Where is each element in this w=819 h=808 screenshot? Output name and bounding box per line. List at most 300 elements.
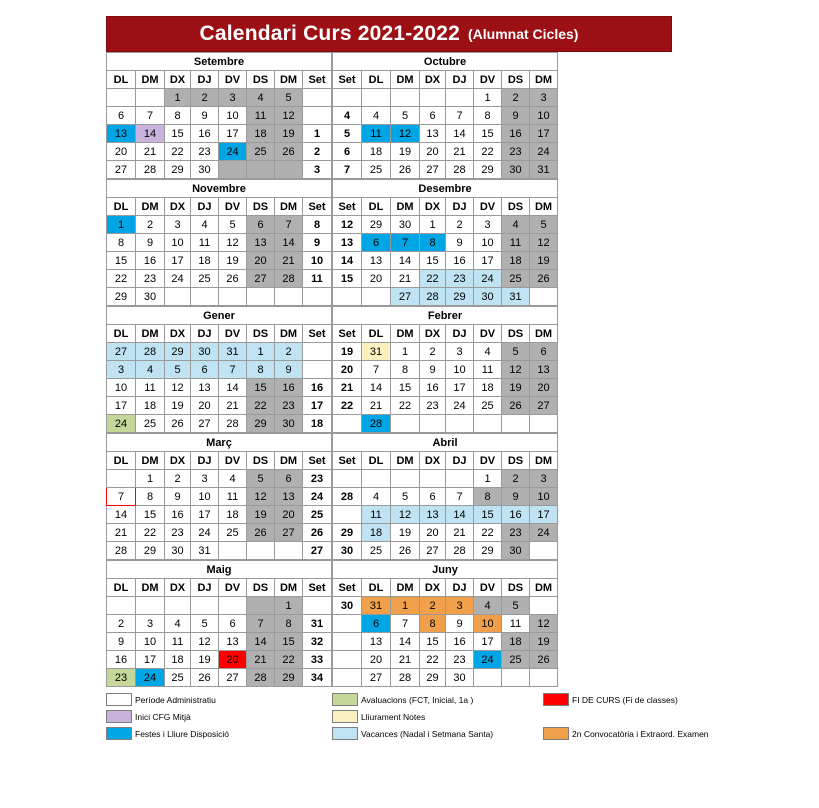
day-cell: 4	[165, 615, 191, 633]
week-row	[107, 615, 332, 633]
day-cell: 8	[420, 234, 446, 252]
day-header-dx-2: DX	[165, 198, 191, 216]
day-cell: 23	[275, 397, 303, 415]
day-cell	[219, 161, 247, 179]
day-cell: 10	[530, 488, 558, 506]
day-cell: 20	[362, 651, 391, 669]
day-cell	[191, 597, 219, 615]
day-cell: 26	[275, 143, 303, 161]
day-cell	[502, 415, 530, 433]
week-row	[333, 379, 558, 397]
day-cell: 6	[275, 470, 303, 488]
week-row	[107, 379, 332, 397]
day-cell	[474, 415, 502, 433]
day-header-ds-5: DS	[247, 71, 275, 89]
day-cell: 12	[219, 234, 247, 252]
legend-swatch	[106, 727, 132, 740]
day-cell: 25	[502, 651, 530, 669]
day-cell: 20	[420, 524, 446, 542]
day-cell: 8	[165, 107, 191, 125]
week-row	[107, 343, 332, 361]
day-cell: 4	[502, 216, 530, 234]
day-header-dm-6: DM	[275, 452, 303, 470]
day-cell	[275, 542, 303, 560]
day-header-dm-6: DM	[275, 579, 303, 597]
day-header-dj-3: DJ	[446, 325, 474, 343]
week-row	[333, 397, 558, 415]
week-row	[107, 234, 332, 252]
day-cell: 13	[107, 125, 136, 143]
title-subtitle: (Alumnat Cicles)	[467, 26, 579, 42]
day-cell: 16	[420, 379, 446, 397]
week-row	[333, 161, 558, 179]
week-number	[303, 288, 332, 306]
day-cell: 25	[165, 669, 191, 687]
day-header-dv-4: DV	[219, 71, 247, 89]
day-cell: 3	[107, 361, 136, 379]
day-cell: 13	[219, 633, 247, 651]
day-cell	[136, 597, 165, 615]
week-row	[333, 288, 558, 306]
day-cell	[107, 89, 136, 107]
day-cell: 24	[530, 524, 558, 542]
day-cell: 7	[219, 361, 247, 379]
day-cell: 30	[446, 669, 474, 687]
week-row	[107, 361, 332, 379]
day-cell: 12	[165, 379, 191, 397]
day-cell: 27	[247, 270, 275, 288]
title-text: Calendari Curs 2021-2022	[199, 22, 460, 45]
day-cell: 2	[275, 343, 303, 361]
week-number: 31	[303, 615, 332, 633]
day-cell: 31	[362, 597, 391, 615]
day-cell	[247, 288, 275, 306]
week-number: 2	[303, 143, 332, 161]
week-number	[333, 470, 362, 488]
month-table-octubre	[332, 52, 558, 179]
day-cell	[165, 597, 191, 615]
day-header-dv-4: DV	[219, 452, 247, 470]
day-cell: 19	[530, 633, 558, 651]
day-cell: 3	[446, 343, 474, 361]
month-table-abril	[332, 433, 558, 560]
day-header-dm-6: DM	[530, 579, 558, 597]
day-cell: 5	[391, 107, 420, 125]
month-table-gener	[106, 306, 332, 433]
day-cell: 14	[107, 506, 136, 524]
day-cell: 28	[446, 161, 474, 179]
day-cell: 12	[247, 488, 275, 506]
day-cell: 5	[530, 216, 558, 234]
week-row	[107, 89, 332, 107]
day-cell: 22	[165, 143, 191, 161]
week-row	[107, 669, 332, 687]
legend-swatch	[106, 710, 132, 723]
day-cell	[191, 288, 219, 306]
day-cell	[165, 288, 191, 306]
day-cell: 11	[362, 506, 391, 524]
week-row	[333, 234, 558, 252]
week-number	[333, 288, 362, 306]
day-header-dv-4: DV	[474, 325, 502, 343]
day-cell: 24	[219, 143, 247, 161]
day-cell: 15	[391, 379, 420, 397]
day-cell: 27	[107, 343, 136, 361]
day-cell: 29	[474, 542, 502, 560]
day-cell: 4	[191, 216, 219, 234]
day-cell: 10	[165, 234, 191, 252]
day-cell: 28	[247, 669, 275, 687]
day-cell: 27	[530, 397, 558, 415]
day-cell: 31	[219, 343, 247, 361]
week-number: 19	[333, 343, 362, 361]
day-cell: 7	[391, 615, 420, 633]
day-header-dl-0: DL	[107, 325, 136, 343]
day-cell: 14	[391, 633, 420, 651]
day-cell: 25	[362, 161, 391, 179]
day-cell: 22	[420, 651, 446, 669]
week-number: 14	[333, 252, 362, 270]
day-cell: 11	[474, 361, 502, 379]
day-cell: 26	[502, 397, 530, 415]
day-cell: 17	[530, 506, 558, 524]
week-row	[333, 615, 558, 633]
day-cell	[362, 288, 391, 306]
day-cell: 6	[219, 615, 247, 633]
day-header-dj-3: DJ	[191, 325, 219, 343]
day-cell: 13	[247, 234, 275, 252]
week-row	[333, 216, 558, 234]
day-header-dx-2: DX	[420, 579, 446, 597]
month-band	[106, 306, 672, 433]
day-cell: 19	[247, 506, 275, 524]
day-cell: 16	[502, 506, 530, 524]
day-header-dm-6: DM	[530, 71, 558, 89]
day-cell	[420, 89, 446, 107]
day-cell: 8	[474, 107, 502, 125]
day-cell: 18	[362, 143, 391, 161]
day-cell: 5	[247, 470, 275, 488]
day-header-dj-3: DJ	[191, 198, 219, 216]
day-header-dl-0: DL	[107, 198, 136, 216]
day-header-dx-2: DX	[165, 452, 191, 470]
week-row	[107, 125, 332, 143]
day-header-dv-4: DV	[219, 325, 247, 343]
day-cell: 21	[107, 524, 136, 542]
day-cell: 21	[446, 143, 474, 161]
day-cell: 18	[362, 524, 391, 542]
day-cell: 30	[165, 542, 191, 560]
day-cell: 14	[362, 379, 391, 397]
day-cell: 23	[502, 524, 530, 542]
day-cell: 9	[136, 234, 165, 252]
week-column-header: Set	[303, 325, 332, 343]
day-cell: 18	[502, 252, 530, 270]
day-cell: 28	[275, 270, 303, 288]
day-cell: 30	[136, 288, 165, 306]
day-cell: 2	[420, 343, 446, 361]
month-table-març	[106, 433, 332, 560]
day-cell: 15	[275, 633, 303, 651]
day-cell: 14	[275, 234, 303, 252]
day-cell: 17	[474, 252, 502, 270]
day-cell: 17	[107, 397, 136, 415]
week-row	[333, 361, 558, 379]
week-number: 3	[303, 161, 332, 179]
day-cell: 16	[107, 651, 136, 669]
legend-label: Lliurament Notes	[361, 711, 426, 722]
week-number: 16	[303, 379, 332, 397]
day-cell: 12	[391, 506, 420, 524]
day-header-dj-3: DJ	[191, 452, 219, 470]
day-cell: 17	[219, 125, 247, 143]
day-cell: 27	[219, 669, 247, 687]
week-number: 20	[333, 361, 362, 379]
day-cell: 19	[191, 651, 219, 669]
day-cell: 25	[362, 542, 391, 560]
day-header-dx-2: DX	[165, 71, 191, 89]
day-cell: 10	[107, 379, 136, 397]
day-header-dm-6: DM	[275, 71, 303, 89]
day-header-dm-1: DM	[136, 452, 165, 470]
day-cell: 31	[191, 542, 219, 560]
month-name: Setembre	[107, 53, 332, 71]
day-cell: 13	[420, 506, 446, 524]
day-cell: 14	[446, 506, 474, 524]
legend-label: Festes i Lliure Disposició	[135, 728, 230, 739]
week-row	[107, 597, 332, 615]
day-cell: 20	[420, 143, 446, 161]
week-number: 34	[303, 669, 332, 687]
day-cell: 26	[165, 415, 191, 433]
month-table-juny	[332, 560, 558, 687]
week-row	[107, 107, 332, 125]
week-number	[303, 89, 332, 107]
day-cell: 21	[275, 252, 303, 270]
day-cell: 30	[502, 542, 530, 560]
week-number	[333, 633, 362, 651]
day-cell: 9	[420, 361, 446, 379]
day-cell: 14	[446, 125, 474, 143]
day-cell	[530, 288, 558, 306]
day-cell: 23	[420, 397, 446, 415]
day-cell: 7	[275, 216, 303, 234]
day-cell: 27	[362, 669, 391, 687]
day-cell: 18	[191, 252, 219, 270]
day-cell: 24	[136, 669, 165, 687]
week-number: 30	[333, 542, 362, 560]
day-cell: 8	[247, 361, 275, 379]
month-table-desembre	[332, 179, 558, 306]
day-cell: 31	[530, 161, 558, 179]
day-cell: 8	[107, 234, 136, 252]
day-cell	[446, 470, 474, 488]
day-cell: 14	[136, 125, 165, 143]
day-cell: 24	[446, 397, 474, 415]
day-cell: 24	[530, 143, 558, 161]
day-cell: 8	[275, 615, 303, 633]
day-header-dj-3: DJ	[446, 452, 474, 470]
month-name: Abril	[333, 434, 558, 452]
week-column-header: Set	[333, 579, 362, 597]
legend-label: FI DE CURS (Fi de classes)	[572, 694, 678, 705]
day-header-dl-0: DL	[107, 452, 136, 470]
day-cell: 27	[391, 288, 420, 306]
week-number: 26	[303, 524, 332, 542]
day-cell: 28	[136, 343, 165, 361]
day-cell: 15	[420, 633, 446, 651]
day-cell: 28	[219, 415, 247, 433]
day-cell	[107, 470, 136, 488]
day-header-ds-5: DS	[247, 579, 275, 597]
day-cell: 2	[502, 89, 530, 107]
day-cell	[420, 470, 446, 488]
week-column-header: Set	[333, 71, 362, 89]
month-name: Gener	[107, 307, 332, 325]
week-number: 11	[303, 270, 332, 288]
week-column-header: Set	[303, 71, 332, 89]
day-cell	[362, 89, 391, 107]
day-header-dj-3: DJ	[446, 198, 474, 216]
day-cell: 4	[362, 488, 391, 506]
day-cell: 11	[502, 615, 530, 633]
day-cell: 24	[165, 270, 191, 288]
week-number: 21	[333, 379, 362, 397]
week-row	[333, 125, 558, 143]
week-column-header: Set	[303, 579, 332, 597]
day-cell: 20	[362, 270, 391, 288]
day-cell: 12	[275, 107, 303, 125]
day-header-dx-2: DX	[420, 71, 446, 89]
day-cell: 22	[136, 524, 165, 542]
legend-swatch	[106, 693, 132, 706]
legend-label: Vacances (Nadal i Setmana Santa)	[361, 728, 494, 739]
week-row	[107, 252, 332, 270]
day-cell: 9	[502, 488, 530, 506]
legend-label: Inici CFG Mitjà	[135, 711, 191, 722]
day-cell: 2	[107, 615, 136, 633]
day-cell: 26	[219, 270, 247, 288]
day-cell: 23	[446, 270, 474, 288]
day-cell: 4	[247, 89, 275, 107]
week-row	[333, 343, 558, 361]
day-header-dm-6: DM	[530, 198, 558, 216]
day-cell: 15	[474, 506, 502, 524]
day-cell: 2	[136, 216, 165, 234]
day-cell: 5	[275, 89, 303, 107]
week-number: 6	[333, 143, 362, 161]
day-cell: 6	[362, 234, 391, 252]
week-number: 33	[303, 651, 332, 669]
week-number: 15	[333, 270, 362, 288]
day-cell: 28	[136, 161, 165, 179]
week-row	[107, 270, 332, 288]
day-cell: 18	[219, 506, 247, 524]
day-cell: 26	[391, 161, 420, 179]
week-row	[107, 415, 332, 433]
week-row	[107, 506, 332, 524]
day-cell	[219, 288, 247, 306]
week-row	[333, 89, 558, 107]
day-header-dl-0: DL	[362, 452, 391, 470]
week-number: 8	[303, 216, 332, 234]
day-cell: 1	[165, 89, 191, 107]
day-cell: 6	[107, 107, 136, 125]
day-header-ds-5: DS	[247, 325, 275, 343]
day-header-dv-4: DV	[474, 71, 502, 89]
day-cell: 24	[107, 415, 136, 433]
day-cell: 15	[165, 125, 191, 143]
week-number	[333, 506, 362, 524]
day-cell: 22	[107, 270, 136, 288]
day-cell: 17	[446, 379, 474, 397]
day-cell: 21	[362, 397, 391, 415]
week-number: 1	[303, 125, 332, 143]
day-header-ds-5: DS	[502, 452, 530, 470]
week-row	[333, 506, 558, 524]
week-row	[107, 470, 332, 488]
month-name: Maig	[107, 561, 332, 579]
day-cell: 30	[502, 161, 530, 179]
day-cell: 7	[247, 615, 275, 633]
day-cell	[275, 288, 303, 306]
legend	[106, 693, 709, 740]
day-cell: 17	[474, 633, 502, 651]
day-header-dl-0: DL	[362, 579, 391, 597]
day-cell: 7	[446, 107, 474, 125]
day-header-ds-5: DS	[502, 71, 530, 89]
week-column-header: Set	[303, 452, 332, 470]
day-cell: 18	[165, 651, 191, 669]
legend-label: Període Administratiu	[135, 694, 216, 705]
day-cell: 4	[474, 597, 502, 615]
day-header-dl-0: DL	[107, 71, 136, 89]
legend-swatch	[332, 727, 358, 740]
week-number	[333, 669, 362, 687]
week-number	[303, 597, 332, 615]
day-header-ds-5: DS	[502, 579, 530, 597]
week-row	[107, 488, 332, 506]
week-row	[333, 524, 558, 542]
day-cell	[391, 415, 420, 433]
day-cell	[530, 597, 558, 615]
day-cell: 16	[191, 125, 219, 143]
day-cell: 24	[191, 524, 219, 542]
day-cell: 10	[446, 361, 474, 379]
week-row	[333, 470, 558, 488]
day-cell: 20	[191, 397, 219, 415]
legend-swatch	[543, 693, 569, 706]
day-cell: 1	[420, 216, 446, 234]
week-number: 25	[303, 506, 332, 524]
week-row	[107, 633, 332, 651]
month-name: Octubre	[333, 53, 558, 71]
day-cell: 5	[502, 343, 530, 361]
day-cell: 21	[391, 270, 420, 288]
day-cell	[107, 597, 136, 615]
day-cell: 29	[165, 161, 191, 179]
day-header-dv-4: DV	[474, 452, 502, 470]
day-cell: 31	[502, 288, 530, 306]
week-number: 4	[333, 107, 362, 125]
week-number: 32	[303, 633, 332, 651]
week-column-header: Set	[303, 198, 332, 216]
day-cell: 28	[420, 288, 446, 306]
day-cell: 15	[136, 506, 165, 524]
day-header-dv-4: DV	[474, 579, 502, 597]
day-header-dj-3: DJ	[446, 579, 474, 597]
week-row	[107, 651, 332, 669]
